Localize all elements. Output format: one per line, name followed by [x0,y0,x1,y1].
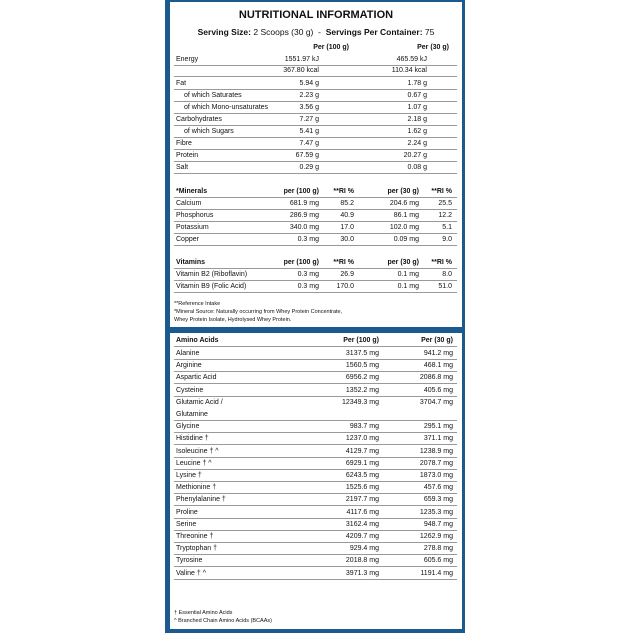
amino-label: Serine [176,520,197,528]
mineral-per30: 86.1 mg [393,212,419,219]
amino-per30: 278.8 mg [423,545,453,553]
mineral-label: Phosphorus [176,212,214,219]
amino-per30: 2086.8 mg [419,374,453,382]
amino-per100: 2197.7 mg [345,496,379,504]
nutrient-label: Protein [176,152,199,159]
nutrition-row [174,102,457,114]
vitamin-ri100: 170.0 [336,283,354,290]
amino-per30: 2078.7 mg [419,459,453,467]
nutrient-per30: 1.78 g [407,80,427,87]
mineral-per100: 681.9 mg [289,200,319,207]
nutrient-label: Fibre [176,140,192,147]
amino-row [174,360,457,372]
mineral-ri100: 85.2 [340,200,354,207]
nutrition-row [174,65,457,77]
mineral-per100: 286.9 mg [289,212,319,219]
amino-per100: 4117.6 mg [346,508,379,516]
mineral-row [174,198,457,210]
amino-per30: 371.1 mg [423,435,453,443]
amino-per100: 2018.8 mg [345,557,379,565]
serving-info [170,27,462,37]
footnote: Whey Protein Isolate, Hydrolysed Whey Protein. [174,317,292,323]
mineral-ri30: 5.1 [442,224,452,231]
nutrient-per100: 7.47 g [299,140,319,147]
amino-row [174,482,457,494]
nutrient-per30: 110.34 kcal [391,67,427,74]
amino-label: Tyrosine [176,557,203,565]
vitamin-per100: 0.3 mg [297,271,319,278]
nutrition-row [174,114,457,126]
nutrient-per100: 67.59 g [295,152,319,159]
amino-label: Valine † ^ [176,569,207,577]
amino-row [174,543,457,555]
amino-label: Glutamine [176,411,208,418]
amino-label: Threonine † [176,533,214,540]
nutrient-label: Salt [176,164,189,171]
nutrient-per100: 3.56 g [299,104,319,111]
serving-separator: - [318,27,321,37]
nutrition-row [174,78,457,90]
nutrient-per30: 0.67 g [407,92,427,99]
nutrient-per100: 5.41 g [299,128,319,135]
amino-title: Amino Acids [176,337,219,344]
col-per30: Per (30 g) [417,44,449,51]
serving-size-value: 2 Scoops (30 g) [253,27,314,37]
amino-label: Leucine † ^ [176,459,212,467]
nutrition-row [174,150,457,162]
nutrient-per30: 20.27 g [403,152,427,159]
vitamin-col-ri2: **RI % [431,259,452,266]
amino-label: Histidine † [176,435,209,443]
servings-per-container-value: 75 [424,27,435,37]
vitamin-per100: 0.3 mg [297,283,319,290]
amino-row [174,458,457,470]
mineral-ri100: 40.9 [340,212,354,219]
nutrient-per30: 2.24 g [407,140,427,147]
vitamin-header [174,257,457,269]
amino-per100: 1352.2 mg [345,386,379,394]
amino-row [174,519,457,531]
amino-per30: 405.6 mg [423,386,453,394]
amino-per30: 1238.9 mg [419,447,453,455]
amino-row [174,421,457,433]
amino-header [174,335,457,347]
nutrient-label: Fat [176,80,187,87]
amino-label: Proline [176,508,198,516]
amino-row [174,385,457,397]
nutrient-label: Energy [176,56,199,63]
amino-label: Alanine [176,350,200,357]
nutrition-row [174,162,457,174]
vitamin-per30: 0.1 mg [397,283,419,290]
footnote: **Reference Intake [174,301,221,307]
nutrient-label: Carbohydrates [176,116,222,123]
amino-per30: 1191.4 mg [420,569,453,577]
nutrient-per100: 1551.97 kJ [284,56,319,63]
amino-label: Phenylalanine † [176,496,226,504]
nutrition-row [174,138,457,150]
amino-row [174,433,457,445]
mineral-col-ri: **RI % [333,188,354,195]
nutrient-label: of which Sugars [184,128,234,135]
amino-per30: 3704.7 mg [419,398,453,406]
vitamin-col-per100: per (100 g) [283,259,319,266]
amino-per30: 941.2 mg [423,350,453,357]
amino-per100: 6956.2 mg [345,374,379,382]
nutrient-per100: 2.23 g [299,92,319,99]
mineral-header [174,186,457,198]
amino-label: Isoleucine † ^ [176,447,219,455]
amino-per100: 3162.4 mg [345,520,379,528]
vitamin-ri100: 26.9 [340,271,354,278]
vitamin-title: Vitamins [176,259,206,266]
nutrient-per30: 0.08 g [407,164,427,171]
mineral-row [174,222,457,234]
amino-label: Arginine [176,362,202,370]
nutrient-per30: 465.59 kJ [396,56,427,63]
mineral-row [174,234,457,246]
vitamin-per30: 0.1 mg [397,271,419,278]
vitamin-col-ri: **RI % [333,259,354,266]
amino-per100: 6243.5 mg [345,472,379,479]
amino-row [174,531,457,543]
amino-per100: 1237.0 mg [345,435,379,443]
nutrient-per100: 367.80 kcal [283,67,319,74]
amino-row [174,446,457,458]
amino-row [174,568,457,580]
nutrition-row [174,90,457,102]
amino-row [174,372,457,384]
amino-col-per30: Per (30 g) [421,337,453,344]
vitamin-row [174,269,457,281]
amino-row [174,470,457,482]
amino-label: Tryptophan † [176,545,217,553]
amino-row [174,555,457,567]
nutrition-header [174,42,457,53]
nutrient-per100: 0.29 g [299,164,319,171]
amino-row [174,397,457,408]
mineral-per100: 340.0 mg [289,224,319,231]
amino-label: Glycine [176,423,200,431]
amino-per100: 12349.3 mg [342,398,379,406]
amino-per100: 1525.6 mg [345,484,379,492]
amino-per100: 1560.5 mg [345,362,379,370]
amino-label: Glutamic Acid / [176,398,223,406]
nutrient-per30: 1.62 g [407,128,427,135]
amino-per30: 457.6 mg [423,484,453,492]
amino-col-per100: Per (100 g) [343,337,379,344]
mineral-ri30: 12.2 [438,212,452,219]
amino-per30: 1235.3 mg [419,508,453,516]
mineral-ri30: 9.0 [442,236,452,243]
nutrient-per100: 5.94 g [299,80,319,87]
vitamin-label: Vitamin B2 (Riboflavin) [176,271,248,278]
col-per100: Per (100 g) [313,44,349,51]
mineral-per30: 204.6 mg [389,200,419,207]
vitamin-ri30: 8.0 [442,271,452,278]
mineral-per100: 0.3 mg [297,236,319,243]
serving-size-label: Serving Size: [197,27,251,37]
amino-label: Cysteine [176,386,204,394]
nutrient-per30: 2.18 g [407,116,427,123]
amino-per100: 3137.5 mg [345,350,379,357]
mineral-row [174,210,457,222]
mineral-title: *Minerals [176,188,208,195]
amino-row [174,348,457,360]
vitamin-col-per30: per (30 g) [387,259,419,266]
nutrition-panel [170,2,462,327]
footnote: *Mineral Source: Naturally occurring from Whey Protein Concentrate, [174,309,343,315]
mineral-per30: 0.09 mg [393,236,419,243]
nutrient-per100: 7.27 g [299,116,319,123]
amino-per30: 295.1 mg [423,423,453,431]
page-title: NUTRITIONAL INFORMATION [238,9,394,21]
mineral-label: Potassium [176,224,209,231]
footnote: ^ Branched Chain Amino Acids (BCAAs) [174,618,272,624]
nutrition-row [174,126,457,138]
amino-per100: 4129.7 mg [345,447,379,455]
mineral-col-per30: per (30 g) [387,188,419,195]
amino-per100: 6929.1 mg [345,459,379,467]
amino-per100: 983.7 mg [349,423,379,431]
mineral-label: Copper [176,236,199,243]
amino-label: Aspartic Acid [176,374,217,382]
footnote: † Essential Amino Acids [174,610,233,616]
vitamin-label: Vitamin B9 (Folic Acid) [176,283,247,290]
amino-per30: 1262.9 mg [419,533,453,540]
mineral-ri30: 25.5 [438,200,452,207]
amino-row [174,507,457,519]
amino-panel [170,333,462,629]
amino-per30: 468.1 mg [423,362,453,370]
amino-per30: 1873.0 mg [419,472,453,479]
vitamin-row [174,281,457,293]
mineral-col-ri2: **RI % [431,188,452,195]
mineral-col-per100: per (100 g) [283,188,319,195]
amino-per100: 929.4 mg [349,545,379,553]
nutrient-label: of which Saturates [184,92,242,99]
nutrient-label: of which Mono-unsaturates [184,104,269,111]
amino-per100: 4209.7 mg [345,533,379,540]
servings-per-container-label: Servings Per Container: [325,27,423,37]
nutrient-per30: 1.07 g [407,104,427,111]
amino-label: Methionine † [176,484,217,492]
amino-row [174,494,457,506]
amino-per100: 3971.3 mg [345,569,379,577]
amino-per30: 948.7 mg [423,520,453,528]
amino-row [174,409,457,421]
vitamin-ri30: 51.0 [438,283,452,290]
mineral-ri100: 30.0 [340,236,354,243]
amino-label: Lysine † [176,472,202,479]
mineral-per30: 102.0 mg [389,224,419,231]
mineral-label: Calcium [176,200,202,207]
amino-per30: 605.6 mg [423,557,453,565]
mineral-ri100: 17.0 [340,224,354,231]
amino-per30: 659.3 mg [423,496,453,504]
